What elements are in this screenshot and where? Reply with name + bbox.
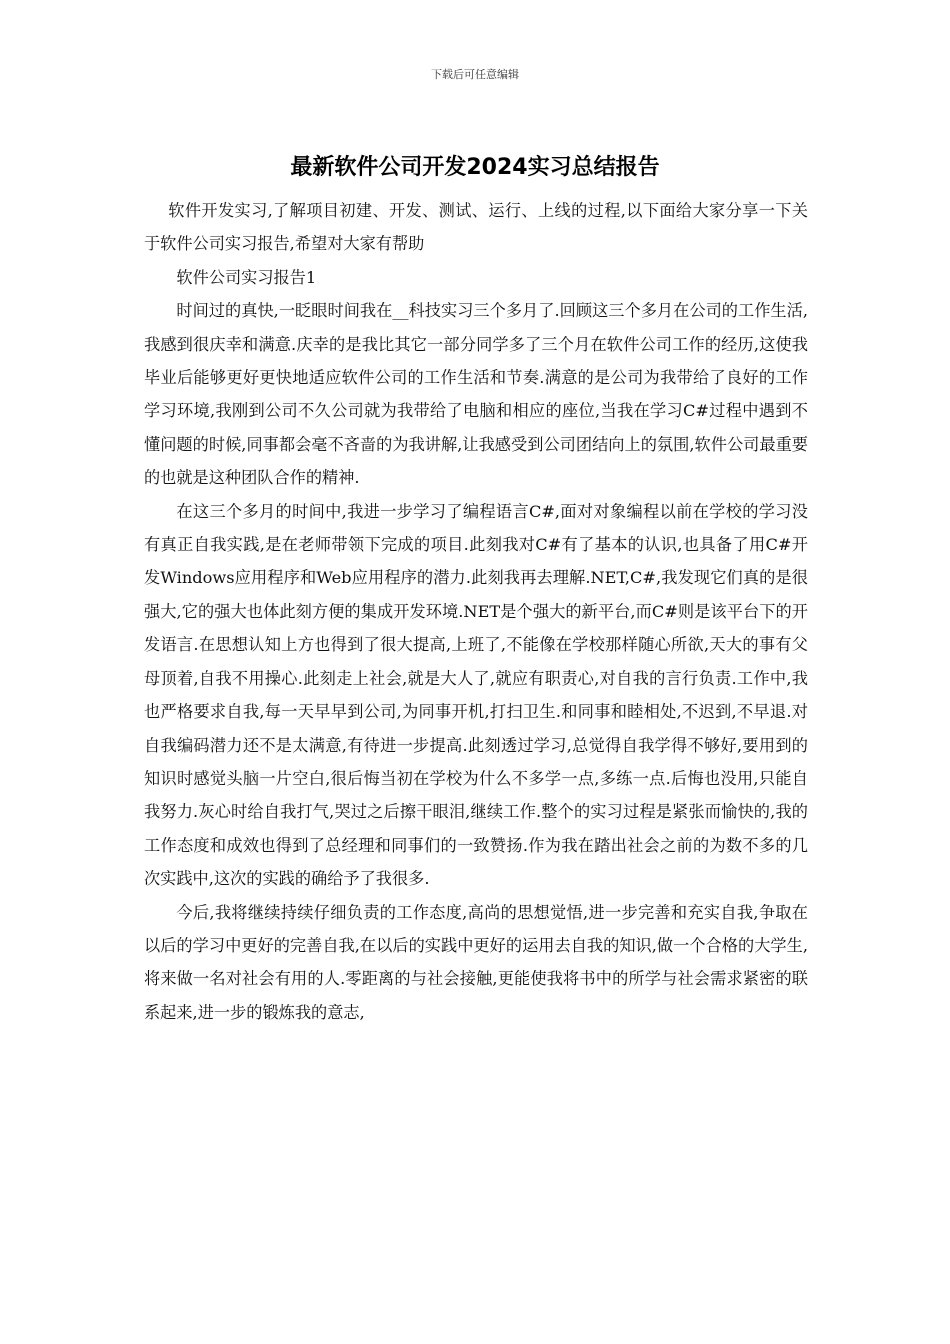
intro-paragraph: 软件开发实习,了解项目初建、开发、测试、运行、上线的过程,以下面给大家分享一下关于软件公司实习报告,希望对大家有帮助: [144, 201, 808, 254]
section-heading: 软件公司实习报告1: [176, 267, 317, 287]
document-body: [144, 194, 808, 1029]
document-title: 最新软件公司开发2024实习总结报告: [290, 155, 660, 180]
header-note: 下载后可任意编辑: [431, 68, 519, 81]
body-paragraph: 今后,我将继续持续仔细负责的工作态度,高尚的思想觉悟,进一步完善和充实自我,争取在以后的学习中更好的完善自我,在以后的实践中更好的运用去自我的知识,做一个合格的大学生,将来做一名对社会有用的人.零距离的与社会接触,更能使我将书中的所学与社会需求紧密的联系起来,进一步的锻炼我的意志,: [144, 902, 808, 1022]
body-paragraph: 在这三个多月的时间中,我进一步学习了编程语言C#,面对对象编程以前在学校的学习没有真正自我实践,是在老师带领下完成的项目.此刻我对C#有了基本的认识,也具备了用C#开发Windows应用程序和Web应用程序的潜力.此刻我再去理解.NET,C#,我发现它们真的是很强大,它的强大也体此刻方便的集成开发环境.NET是个强大的新平台,而C#则是该平台下的开发语言.在思想认知上方也得到了很大提高,上班了,不能像在学校那样随心所欲,天大的事有父母顶着,自我不用操心.此刻走上社会,就是大人了,就应有职责心,对自我的言行负责.工作中,我也严格要求自我,每一天早早到公司,为同事开机,打扫卫生.和同事和睦相处,不迟到,不早退.对自我编码潜力还不是太满意,有待进一步提高.此刻透过学习,总觉得自我学得不够好,要用到的知识时感觉头脑一片空白,很后悔当初在学校为什么不多学一点,多练一点.后悔也没用,只能自我努力.灰心时给自我打气,哭过之后擦干眼泪,继续工作.整个的实习过程是紧张而愉快的,我的工作态度和成效也得到了总经理和同事们的一致赞扬.作为我在踏出社会之前的为数不多的几次实践中,这次的实践的确给予了我很多.: [144, 501, 808, 889]
body-paragraph: 时间过的真快,一眨眼时间我在__科技实习三个多月了.回顾这三个多月在公司的工作生活,我感到很庆幸和满意.庆幸的是我比其它一部分同学多了三个月在软件公司工作的经历,这使我毕业后能够更好更快地适应软件公司的工作生活和节奏.满意的是公司为我带给了良好的工作学习环境,我刚到公司不久公司就为我带给了电脑和相应的座位,当我在学习C#过程中遇到不懂问题的时候,同事都会毫不吝啬的为我讲解,让我感受到公司团结向上的氛围,软件公司最重要的也就是这种团队合作的精神.: [144, 301, 808, 488]
